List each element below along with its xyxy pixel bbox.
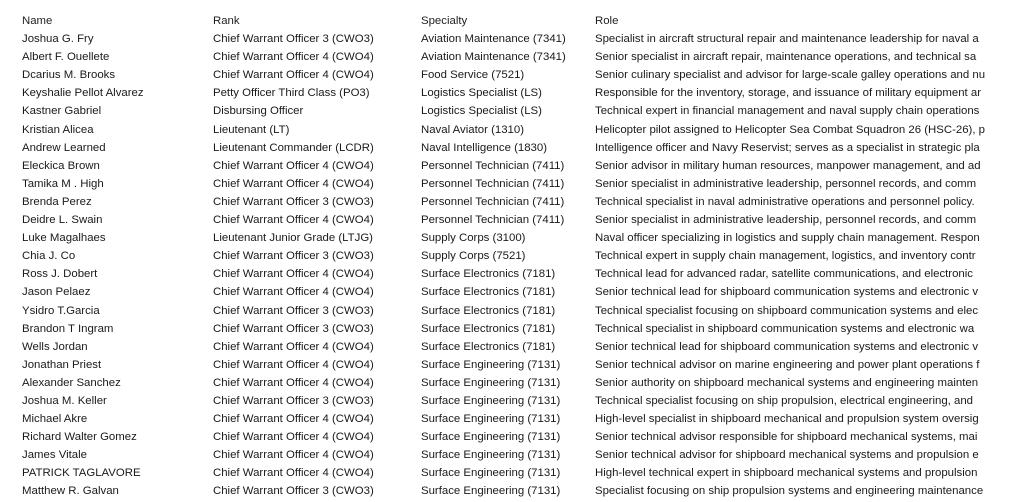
name-cell: Chia J. Co	[22, 250, 76, 263]
rank-cell: Chief Warrant Officer 4 (CWO4)	[213, 214, 374, 227]
role-cell: Senior technical advisor for shipboard mechanical systems and propulsion e	[595, 449, 979, 462]
role-cell: Technical specialist in shipboard communication systems and electronic wa	[595, 322, 975, 335]
table-row	[0, 102, 1000, 120]
table-row	[0, 211, 1000, 229]
name-cell: PATRICK TAGLAVORE	[22, 467, 141, 480]
name-cell: Deidre L. Swain	[22, 214, 103, 227]
role-cell: High-level specialist in shipboard mechanical and propulsion system oversig	[595, 413, 979, 426]
rank-cell: Chief Warrant Officer 4 (CWO4)	[213, 340, 374, 353]
specialty-cell: Surface Electronics (7181)	[421, 268, 556, 281]
rank-cell: Chief Warrant Officer 3 (CWO3)	[213, 485, 374, 498]
table-row	[0, 48, 1000, 66]
table-body	[0, 30, 1000, 500]
role-cell: Intelligence officer and Navy Reservist; serves as a specialist in strategic pla	[595, 141, 980, 154]
table-row	[0, 482, 1000, 500]
role-cell: Technical specialist focusing on ship propulsion, electrical engineering, and	[595, 394, 974, 407]
header-name: Name	[22, 15, 53, 27]
specialty-cell: Surface Engineering (7131)	[421, 485, 561, 498]
name-cell: Richard Walter Gomez	[22, 431, 137, 444]
name-cell: Matthew R. Galvan	[22, 485, 119, 498]
specialty-cell: Surface Electronics (7181)	[421, 304, 556, 317]
name-cell: Eleckica Brown	[22, 159, 100, 172]
table-row	[0, 229, 1000, 247]
table-row	[0, 175, 1000, 193]
specialty-cell: Food Service (7521)	[421, 69, 525, 82]
table-row	[0, 139, 1000, 157]
rank-cell: Chief Warrant Officer 4 (CWO4)	[213, 69, 374, 82]
name-cell: Kristian Alicea	[22, 123, 94, 136]
header-rank: Rank	[213, 15, 240, 27]
name-cell: Joshua G. Fry	[22, 33, 94, 46]
rank-cell: Chief Warrant Officer 4 (CWO4)	[213, 467, 374, 480]
table-row	[0, 265, 1000, 283]
role-cell: Technical specialist focusing on shipboard communication systems and elec	[595, 304, 979, 317]
name-cell: Alexander Sanchez	[22, 376, 121, 389]
table-row	[0, 30, 1000, 48]
specialty-cell: Surface Engineering (7131)	[421, 431, 561, 444]
specialty-cell: Surface Engineering (7131)	[421, 467, 561, 480]
role-cell: Technical specialist in naval administrative operations and personnel policy.	[595, 195, 975, 208]
specialty-cell: Surface Engineering (7131)	[421, 413, 561, 426]
specialty-cell: Naval Aviator (1310)	[421, 123, 524, 136]
role-cell: Specialist focusing on ship propulsion systems and engineering maintenance	[595, 485, 984, 498]
table-row	[0, 283, 1000, 301]
rank-cell: Chief Warrant Officer 4 (CWO4)	[213, 286, 374, 299]
table-row	[0, 157, 1000, 175]
name-cell: Kastner Gabriel	[22, 105, 102, 118]
specialty-cell: Surface Engineering (7131)	[421, 449, 561, 462]
table-row	[0, 84, 1000, 102]
role-cell: Responsible for the inventory, storage, and issuance of military equipment ar	[595, 87, 982, 100]
specialty-cell: Surface Electronics (7181)	[421, 322, 556, 335]
header-specialty: Specialty	[421, 15, 468, 27]
rank-cell: Chief Warrant Officer 4 (CWO4)	[213, 177, 374, 190]
rank-cell: Lieutenant Commander (LCDR)	[213, 141, 374, 154]
role-cell: Technical expert in financial management and naval supply chain operations	[595, 105, 980, 118]
role-cell: High-level technical expert in shipboard mechanical systems and propulsion	[595, 467, 978, 480]
role-cell: Senior technical advisor on marine engineering and power plant operations f	[595, 358, 980, 371]
rank-cell: Chief Warrant Officer 4 (CWO4)	[213, 51, 374, 64]
rank-cell: Petty Officer Third Class (PO3)	[213, 87, 370, 100]
rank-cell: Chief Warrant Officer 3 (CWO3)	[213, 33, 374, 46]
name-cell: Jason Pelaez	[22, 286, 91, 299]
rank-cell: Chief Warrant Officer 3 (CWO3)	[213, 304, 374, 317]
role-cell: Senior advisor in military human resources, manpower management, and ad	[595, 159, 981, 172]
name-cell: Wells Jordan	[22, 340, 88, 353]
name-cell: Brandon T Ingram	[22, 322, 114, 335]
table-row	[0, 302, 1000, 320]
table-row	[0, 374, 1000, 392]
rank-cell: Lieutenant Junior Grade (LTJG)	[213, 232, 373, 245]
specialty-cell: Logistics Specialist (LS)	[421, 87, 542, 100]
role-cell: Senior technical advisor responsible for shipboard mechanical systems, mai	[595, 431, 978, 444]
specialty-cell: Supply Corps (3100)	[421, 232, 526, 245]
name-cell: Dcarius M. Brooks	[22, 69, 116, 82]
rank-cell: Chief Warrant Officer 4 (CWO4)	[213, 358, 374, 371]
table-row	[0, 356, 1000, 374]
table-row	[0, 464, 1000, 482]
role-cell: Helicopter pilot assigned to Helicopter Sea Combat Squadron 26 (HSC-26), p	[595, 123, 986, 136]
rank-cell: Lieutenant (LT)	[213, 123, 290, 136]
specialty-cell: Personnel Technician (7411)	[421, 177, 565, 190]
role-cell: Senior technical lead for shipboard communication systems and electronic v	[595, 340, 979, 353]
rank-cell: Chief Warrant Officer 3 (CWO3)	[213, 250, 374, 263]
role-cell: Technical expert in supply chain management, logistics, and inventory contr	[595, 250, 976, 263]
specialty-cell: Aviation Maintenance (7341)	[421, 33, 566, 46]
table-row	[0, 121, 1000, 139]
rank-cell: Chief Warrant Officer 4 (CWO4)	[213, 376, 374, 389]
rank-cell: Chief Warrant Officer 4 (CWO4)	[213, 449, 374, 462]
specialty-cell: Logistics Specialist (LS)	[421, 105, 542, 118]
role-cell: Senior culinary specialist and advisor for large-scale galley operations and nu	[595, 69, 986, 82]
rank-cell: Chief Warrant Officer 4 (CWO4)	[213, 431, 374, 444]
specialty-cell: Surface Electronics (7181)	[421, 286, 556, 299]
header-row	[0, 12, 1000, 30]
role-cell: Senior authority on shipboard mechanical systems and engineering mainten	[595, 376, 979, 389]
name-cell: Luke Magalhaes	[22, 232, 106, 245]
table-row	[0, 193, 1000, 211]
table-row	[0, 428, 1000, 446]
name-cell: Joshua M. Keller	[22, 394, 107, 407]
table-row	[0, 410, 1000, 428]
name-cell: Tamika M . High	[22, 177, 104, 190]
table-row	[0, 338, 1000, 356]
specialty-cell: Personnel Technician (7411)	[421, 195, 565, 208]
rank-cell: Chief Warrant Officer 3 (CWO3)	[213, 195, 374, 208]
header-role: Role	[595, 15, 619, 27]
table-row	[0, 320, 1000, 338]
name-cell: Brenda Perez	[22, 195, 92, 208]
name-cell: Jonathan Priest	[22, 358, 102, 371]
table-row	[0, 247, 1000, 265]
role-cell: Technical lead for advanced radar, satellite communications, and electronic	[595, 268, 973, 281]
role-cell: Senior specialist in aircraft repair, maintenance operations, and technical sa	[595, 51, 977, 64]
specialty-cell: Surface Engineering (7131)	[421, 376, 561, 389]
rank-cell: Chief Warrant Officer 4 (CWO4)	[213, 413, 374, 426]
rank-cell: Disbursing Officer	[213, 105, 304, 118]
name-cell: James Vitale	[22, 449, 88, 462]
right-edge-fade	[999, 0, 1011, 502]
name-cell: Michael Akre	[22, 413, 88, 426]
role-cell: Senior technical lead for shipboard communication systems and electronic v	[595, 286, 979, 299]
rank-cell: Chief Warrant Officer 4 (CWO4)	[213, 159, 374, 172]
specialty-cell: Surface Engineering (7131)	[421, 394, 561, 407]
specialty-cell: Naval Intelligence (1830)	[421, 141, 548, 154]
specialty-cell: Supply Corps (7521)	[421, 250, 526, 263]
specialty-cell: Surface Engineering (7131)	[421, 358, 561, 371]
table-row	[0, 446, 1000, 464]
rank-cell: Chief Warrant Officer 3 (CWO3)	[213, 394, 374, 407]
name-cell: Keyshalie Pellot Alvarez	[22, 87, 144, 100]
specialty-cell: Personnel Technician (7411)	[421, 159, 565, 172]
name-cell: Andrew Learned	[22, 141, 106, 154]
name-cell: Albert F. Ouellete	[22, 51, 110, 64]
role-cell: Senior specialist in administrative leadership, personnel records, and comm	[595, 214, 977, 227]
role-cell: Senior specialist in administrative leadership, personnel records, and comm	[595, 177, 977, 190]
table-row	[0, 66, 1000, 84]
rank-cell: Chief Warrant Officer 3 (CWO3)	[213, 322, 374, 335]
name-cell: Ross J. Dobert	[22, 268, 98, 281]
role-cell: Specialist in aircraft structural repair and maintenance leadership for naval a	[595, 33, 979, 46]
specialty-cell: Personnel Technician (7411)	[421, 214, 565, 227]
specialty-cell: Surface Electronics (7181)	[421, 340, 556, 353]
role-cell: Naval officer specializing in logistics and supply chain management. Respon	[595, 232, 980, 245]
personnel-table	[0, 12, 1000, 501]
table-row	[0, 392, 1000, 410]
rank-cell: Chief Warrant Officer 4 (CWO4)	[213, 268, 374, 281]
name-cell: Ysidro T.Garcia	[22, 304, 100, 317]
specialty-cell: Aviation Maintenance (7341)	[421, 51, 566, 64]
